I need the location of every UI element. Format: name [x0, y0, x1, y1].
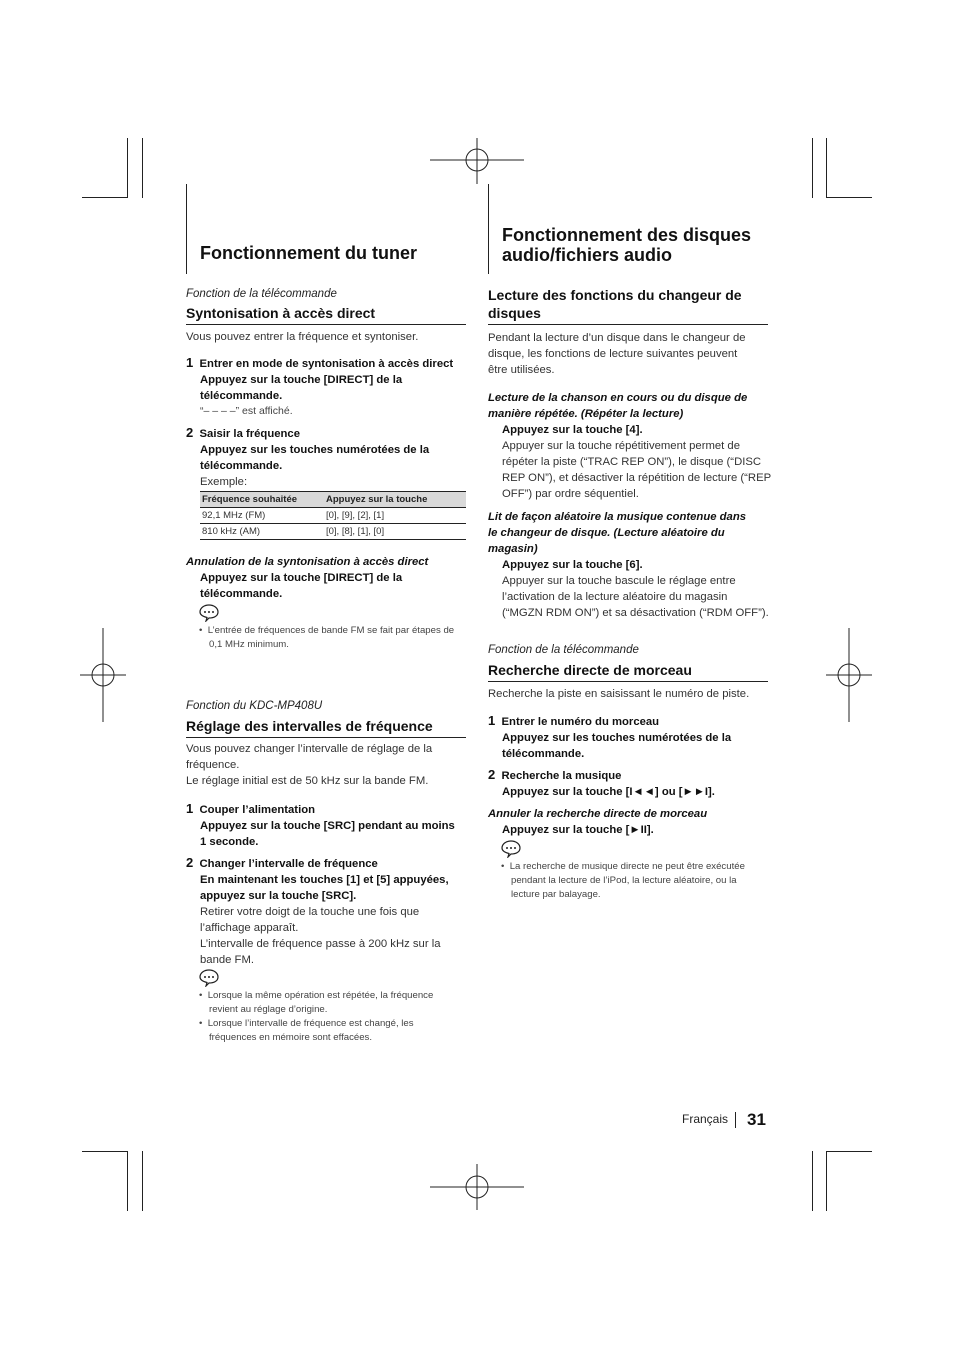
table-row [200, 508, 466, 524]
intro-line: être utilisées. [488, 364, 555, 376]
table-cell: 810 kHz (AM) [200, 524, 324, 540]
step-number: 2 [186, 425, 194, 440]
random-heading [488, 509, 746, 557]
step-title: Couper l’alimentation [199, 804, 316, 816]
search-note: • La recherche de musique directe ne peut être exécutée pendant la lecture de l’iPod, la lecture aléatoire, ou la lecture par balayage. [501, 860, 776, 902]
table-header: Fréquence souhaitée [200, 492, 324, 508]
repeat-desc [502, 438, 771, 502]
registration-mark-left [80, 628, 126, 722]
step-extra: bande FM. [200, 954, 255, 966]
desc-line: REP ON”), et désactiver la répétition de lecture (“REP [502, 472, 772, 484]
search-intro: Recherche la piste en saisissant le numéro de piste. [488, 688, 750, 700]
step-line: 1 seconde. [200, 836, 259, 848]
table-cell: 92,1 MHz (FM) [200, 508, 324, 524]
repeat-heading [488, 390, 747, 422]
step-title: Entrer en mode de syntonisation à accès direct [199, 358, 454, 370]
step-line: télécommande. [200, 460, 283, 472]
direct-note: • L’entrée de fréquences de bande FM se fait par étapes de 0,1 MHz minimum. [199, 624, 474, 652]
step-line: Appuyez sur la touche [I◄◄] ou [►►I]. [502, 786, 715, 798]
step-extra: “– – – –” est affiché. [200, 405, 293, 417]
intro-line: Vous pouvez changer l’intervalle de réglage de la [186, 743, 433, 755]
step-line: Appuyez sur la touche [SRC] pendant au moins [200, 820, 455, 832]
heading-line: Lit de façon aléatoire la musique contenue dans [488, 511, 747, 523]
desc-line: Appuyer sur la touche répétitivement permet de [502, 440, 740, 452]
interval-intro [186, 741, 432, 789]
step-title: Recherche la musique [501, 770, 622, 782]
table-header: Appuyez sur la touche [324, 492, 466, 508]
note-line: Lorsque l’intervalle de fréquence est changé, les [207, 1018, 414, 1029]
footer-language: Français [682, 1112, 729, 1126]
section-bar-left [186, 184, 187, 274]
table-row [200, 524, 466, 540]
page-number: 31 [747, 1110, 766, 1129]
heading-line: Lecture de la chanson en cours ou du disque de [488, 392, 748, 404]
step-extra: Retirer votre doigt de la touche une fois que [200, 906, 420, 918]
interval-heading: Réglage des intervalles de fréquence [186, 717, 466, 738]
interval-step-1 [186, 801, 471, 850]
search-step-2 [488, 767, 773, 800]
intro-line: disque, les fonctions de lecture suivantes peuvent [488, 348, 738, 360]
step-line: télécommande. [502, 748, 585, 760]
interval-notes: • Lorsque la même opération est répétée, la fréquence revient au réglage d’origine. • Lorsque l’intervalle de fréquence est changé, les fréquences en mémoire sont effacées. [199, 989, 474, 1045]
table-header-row [200, 492, 466, 508]
step-extra: Exemple: [200, 476, 248, 488]
footer [682, 1110, 772, 1132]
direct-step-2 [186, 425, 471, 490]
heading-line: disques [488, 305, 541, 321]
footer-divider [735, 1112, 736, 1128]
registration-mark-bottom [430, 1164, 524, 1210]
heading-line: magasin) [488, 543, 538, 555]
step-title: Changer l’intervalle de fréquence [199, 858, 378, 870]
search-tag: Fonction de la télécommande [488, 644, 639, 656]
title-line: Fonctionnement des disques [502, 225, 752, 245]
direct-heading: Syntonisation à accès direct [186, 304, 466, 325]
random-action: Appuyez sur la touche [6]. [502, 559, 643, 571]
changer-heading [488, 286, 768, 325]
heading-line: manière répétée. (Répéter la lecture) [488, 408, 684, 420]
note-icon [501, 840, 521, 858]
desc-line: l’activation de la lecture aléatoire du magasin [502, 591, 728, 603]
direct-intro: Vous pouvez entrer la fréquence et syntoniser. [186, 331, 419, 343]
direct-tag: Fonction de la télécommande [186, 288, 337, 300]
random-desc [502, 573, 769, 621]
interval-step-2 [186, 855, 471, 968]
direct-step-1 [186, 355, 471, 418]
title-line: audio/fichiers audio [502, 245, 673, 265]
step-title: Entrer le numéro du morceau [501, 716, 660, 728]
search-cancel-heading: Annuler la recherche directe de morceau [488, 808, 708, 820]
heading-line: Lecture des fonctions du changeur de [488, 287, 742, 303]
table-cell: [0], [9], [2], [1] [324, 508, 466, 524]
step-number: 2 [186, 855, 194, 870]
step-number: 2 [488, 767, 496, 782]
step-line: Appuyez sur la touche [DIRECT] de la [200, 374, 403, 386]
step-number: 1 [186, 355, 194, 370]
note-line: pendant la lecture de l’iPod, la lecture aléatoire, ou la [511, 875, 737, 886]
note-line: Lorsque la même opération est répétée, la fréquence [207, 990, 434, 1001]
note-line: lecture par balayage. [511, 889, 601, 900]
step-line: En maintenant les touches [1] et [5] appuyées, [200, 874, 449, 886]
step-line: télécommande. [200, 390, 283, 402]
table-cell: [0], [8], [1], [0] [324, 524, 466, 540]
note-line: La recherche de musique directe ne peut être exécutée [509, 861, 745, 872]
section-bar-right [488, 184, 489, 274]
desc-line: OFF”) par ordre séquentiel. [502, 488, 639, 500]
note-icon [199, 604, 219, 622]
direct-cancel-heading: Annulation de la syntonisation à accès direct [186, 556, 429, 568]
desc-line: répéter la piste (“TRAC REP ON”), le disque (“DISC [502, 456, 762, 468]
intro-line: fréquence. [186, 759, 240, 771]
note-line: fréquences en mémoire sont effacées. [209, 1032, 373, 1043]
step-line: appuyez sur la touche [SRC]. [200, 890, 357, 902]
section-title-disc [502, 225, 751, 265]
step-line: Appuyez sur les touches numérotées de la [200, 444, 430, 456]
intro-line: Pendant la lecture d’un disque dans le changeur de [488, 332, 746, 344]
note-line: L’entrée de fréquences de bande FM se fait par étapes de [207, 625, 455, 636]
search-cancel-action: Appuyez sur la touche [►II]. [502, 824, 654, 836]
note-icon [199, 969, 219, 987]
step-title: Saisir la fréquence [199, 428, 300, 440]
step-number: 1 [488, 713, 496, 728]
intro-line: Le réglage initial est de 50 kHz sur la bande FM. [186, 775, 429, 787]
step-line: Appuyez sur les touches numérotées de la [502, 732, 732, 744]
changer-intro [488, 330, 746, 378]
search-step-1 [488, 713, 773, 762]
heading-line: le changeur de disque. (Lecture aléatoire du [488, 527, 725, 539]
note-line: revient au réglage d’origine. [209, 1004, 328, 1015]
frequency-table [200, 491, 466, 540]
direct-cancel-line: télécommande. [200, 588, 283, 600]
desc-line: (“MGZN RDM ON”) et sa désactivation (“RDM OFF”). [502, 607, 769, 619]
registration-mark-right [826, 628, 872, 722]
desc-line: Appuyer sur la touche bascule le réglage entre [502, 575, 736, 587]
note-line: 0,1 MHz minimum. [209, 639, 289, 650]
direct-cancel-line: Appuyez sur la touche [DIRECT] de la [200, 572, 403, 584]
step-extra: l’affichage apparaît. [200, 922, 299, 934]
interval-tag: Fonction du KDC-MP408U [186, 700, 323, 712]
step-number: 1 [186, 801, 194, 816]
repeat-action: Appuyez sur la touche [4]. [502, 424, 643, 436]
registration-mark-top [430, 138, 524, 184]
section-title-tuner: Fonctionnement du tuner [200, 243, 417, 263]
step-extra: L’intervalle de fréquence passe à 200 kHz sur la [200, 938, 441, 950]
search-heading: Recherche directe de morceau [488, 661, 768, 682]
